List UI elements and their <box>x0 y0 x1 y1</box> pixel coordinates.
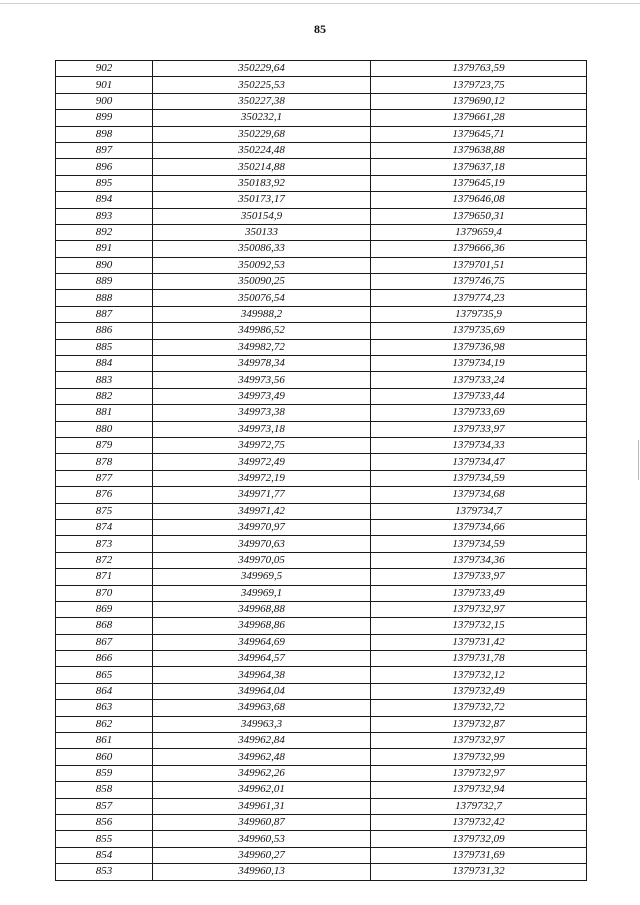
point-number-cell: 902 <box>56 61 153 77</box>
x-coordinate-cell: 350183,92 <box>153 175 371 191</box>
y-coordinate-cell: 1379735,69 <box>371 323 587 339</box>
y-coordinate-cell: 1379734,7 <box>371 503 587 519</box>
x-coordinate-cell: 350227,38 <box>153 93 371 109</box>
x-coordinate-cell: 350173,17 <box>153 192 371 208</box>
x-coordinate-cell: 349973,38 <box>153 405 371 421</box>
y-coordinate-cell: 1379732,09 <box>371 831 587 847</box>
x-coordinate-cell: 350229,64 <box>153 61 371 77</box>
y-coordinate-cell: 1379732,72 <box>371 700 587 716</box>
x-coordinate-cell: 349972,49 <box>153 454 371 470</box>
x-coordinate-cell: 350214,88 <box>153 159 371 175</box>
point-number-cell: 890 <box>56 257 153 273</box>
table-row <box>56 290 587 306</box>
y-coordinate-cell: 1379736,98 <box>371 339 587 355</box>
x-coordinate-cell: 350086,33 <box>153 241 371 257</box>
y-coordinate-cell: 1379731,42 <box>371 634 587 650</box>
point-number-cell: 897 <box>56 142 153 158</box>
x-coordinate-cell: 350092,53 <box>153 257 371 273</box>
x-coordinate-cell: 349964,04 <box>153 683 371 699</box>
point-number-cell: 893 <box>56 208 153 224</box>
x-coordinate-cell: 349970,97 <box>153 519 371 535</box>
point-number-cell: 872 <box>56 552 153 568</box>
point-number-cell: 880 <box>56 421 153 437</box>
y-coordinate-cell: 1379774,23 <box>371 290 587 306</box>
table-row <box>56 454 587 470</box>
x-coordinate-cell: 349964,57 <box>153 651 371 667</box>
y-coordinate-cell: 1379733,24 <box>371 372 587 388</box>
table-row <box>56 437 587 453</box>
x-coordinate-cell: 350224,48 <box>153 142 371 158</box>
table-row <box>56 552 587 568</box>
point-number-cell: 869 <box>56 601 153 617</box>
point-number-cell: 873 <box>56 536 153 552</box>
point-number-cell: 858 <box>56 782 153 798</box>
x-coordinate-cell: 349963,3 <box>153 716 371 732</box>
x-coordinate-cell: 350225,53 <box>153 77 371 93</box>
point-number-cell: 896 <box>56 159 153 175</box>
x-coordinate-cell: 349960,27 <box>153 847 371 863</box>
y-coordinate-cell: 1379645,19 <box>371 175 587 191</box>
x-coordinate-cell: 349986,52 <box>153 323 371 339</box>
point-number-cell: 887 <box>56 306 153 322</box>
point-number-cell: 859 <box>56 765 153 781</box>
table-row <box>56 700 587 716</box>
y-coordinate-cell: 1379734,19 <box>371 356 587 372</box>
x-coordinate-cell: 349962,84 <box>153 733 371 749</box>
y-coordinate-cell: 1379731,69 <box>371 847 587 863</box>
y-coordinate-cell: 1379732,49 <box>371 683 587 699</box>
x-coordinate-cell: 349971,77 <box>153 487 371 503</box>
y-coordinate-cell: 1379666,36 <box>371 241 587 257</box>
x-coordinate-cell: 349971,42 <box>153 503 371 519</box>
x-coordinate-cell: 349969,5 <box>153 569 371 585</box>
y-coordinate-cell: 1379763,59 <box>371 61 587 77</box>
point-number-cell: 862 <box>56 716 153 732</box>
point-number-cell: 900 <box>56 93 153 109</box>
table-row <box>56 126 587 142</box>
table-row <box>56 339 587 355</box>
x-coordinate-cell: 349978,34 <box>153 356 371 372</box>
y-coordinate-cell: 1379746,75 <box>371 274 587 290</box>
point-number-cell: 867 <box>56 634 153 650</box>
x-coordinate-cell: 349988,2 <box>153 306 371 322</box>
x-coordinate-cell: 349973,56 <box>153 372 371 388</box>
y-coordinate-cell: 1379734,36 <box>371 552 587 568</box>
table-row <box>56 388 587 404</box>
x-coordinate-cell: 350232,1 <box>153 110 371 126</box>
table-row <box>56 667 587 683</box>
x-coordinate-cell: 349960,87 <box>153 814 371 830</box>
y-coordinate-cell: 1379646,08 <box>371 192 587 208</box>
point-number-cell: 868 <box>56 618 153 634</box>
y-coordinate-cell: 1379661,28 <box>371 110 587 126</box>
y-coordinate-cell: 1379733,49 <box>371 585 587 601</box>
y-coordinate-cell: 1379732,97 <box>371 733 587 749</box>
table-row <box>56 405 587 421</box>
point-number-cell: 881 <box>56 405 153 421</box>
table-row <box>56 683 587 699</box>
table-row <box>56 159 587 175</box>
point-number-cell: 895 <box>56 175 153 191</box>
y-coordinate-cell: 1379734,66 <box>371 519 587 535</box>
table-row <box>56 61 587 77</box>
table-row <box>56 77 587 93</box>
y-coordinate-cell: 1379732,97 <box>371 601 587 617</box>
y-coordinate-cell: 1379732,7 <box>371 798 587 814</box>
point-number-cell: 860 <box>56 749 153 765</box>
y-coordinate-cell: 1379733,97 <box>371 421 587 437</box>
table-row <box>56 519 587 535</box>
table-row <box>56 306 587 322</box>
x-coordinate-cell: 349962,48 <box>153 749 371 765</box>
table-row <box>56 749 587 765</box>
table-row <box>56 192 587 208</box>
y-coordinate-cell: 1379732,99 <box>371 749 587 765</box>
x-coordinate-cell: 349968,88 <box>153 601 371 617</box>
x-coordinate-cell: 349972,75 <box>153 437 371 453</box>
y-coordinate-cell: 1379734,59 <box>371 470 587 486</box>
point-number-cell: 877 <box>56 470 153 486</box>
point-number-cell: 856 <box>56 814 153 830</box>
x-coordinate-cell: 350154,9 <box>153 208 371 224</box>
table-row <box>56 618 587 634</box>
x-coordinate-cell: 349960,13 <box>153 864 371 880</box>
page-number: 85 <box>314 22 326 36</box>
x-coordinate-cell: 349968,86 <box>153 618 371 634</box>
table-row <box>56 421 587 437</box>
top-rule <box>0 3 640 4</box>
point-number-cell: 885 <box>56 339 153 355</box>
y-coordinate-cell: 1379659,4 <box>371 224 587 240</box>
point-number-cell: 886 <box>56 323 153 339</box>
x-coordinate-cell: 349960,53 <box>153 831 371 847</box>
point-number-cell: 899 <box>56 110 153 126</box>
x-coordinate-cell: 349969,1 <box>153 585 371 601</box>
table-row <box>56 110 587 126</box>
y-coordinate-cell: 1379732,12 <box>371 667 587 683</box>
point-number-cell: 891 <box>56 241 153 257</box>
y-coordinate-cell: 1379734,59 <box>371 536 587 552</box>
table-row <box>56 847 587 863</box>
y-coordinate-cell: 1379732,87 <box>371 716 587 732</box>
table-row <box>56 257 587 273</box>
y-coordinate-cell: 1379638,88 <box>371 142 587 158</box>
table-row <box>56 601 587 617</box>
point-number-cell: 882 <box>56 388 153 404</box>
y-coordinate-cell: 1379732,97 <box>371 765 587 781</box>
table-row <box>56 503 587 519</box>
point-number-cell: 883 <box>56 372 153 388</box>
y-coordinate-cell: 1379732,42 <box>371 814 587 830</box>
point-number-cell: 866 <box>56 651 153 667</box>
point-number-cell: 884 <box>56 356 153 372</box>
y-coordinate-cell: 1379734,33 <box>371 437 587 453</box>
point-number-cell: 892 <box>56 224 153 240</box>
table-row <box>56 142 587 158</box>
x-coordinate-cell: 349963,68 <box>153 700 371 716</box>
point-number-cell: 894 <box>56 192 153 208</box>
y-coordinate-cell: 1379733,97 <box>371 569 587 585</box>
x-coordinate-cell: 350090,25 <box>153 274 371 290</box>
point-number-cell: 871 <box>56 569 153 585</box>
point-number-cell: 879 <box>56 437 153 453</box>
x-coordinate-cell: 349964,69 <box>153 634 371 650</box>
table-row <box>56 814 587 830</box>
point-number-cell: 888 <box>56 290 153 306</box>
y-coordinate-cell: 1379735,9 <box>371 306 587 322</box>
point-number-cell: 864 <box>56 683 153 699</box>
x-coordinate-cell: 349972,19 <box>153 470 371 486</box>
table-row <box>56 585 587 601</box>
x-coordinate-cell: 349962,01 <box>153 782 371 798</box>
table-row <box>56 241 587 257</box>
y-coordinate-cell: 1379733,44 <box>371 388 587 404</box>
point-number-cell: 874 <box>56 519 153 535</box>
scan-edge-mark <box>638 440 639 480</box>
table-row <box>56 716 587 732</box>
table-row <box>56 733 587 749</box>
y-coordinate-cell: 1379701,51 <box>371 257 587 273</box>
y-coordinate-cell: 1379734,68 <box>371 487 587 503</box>
x-coordinate-cell: 349982,72 <box>153 339 371 355</box>
table-row <box>56 175 587 191</box>
y-coordinate-cell: 1379637,18 <box>371 159 587 175</box>
table-row <box>56 782 587 798</box>
table-row <box>56 487 587 503</box>
point-number-cell: 854 <box>56 847 153 863</box>
table-row <box>56 323 587 339</box>
table-row <box>56 356 587 372</box>
x-coordinate-cell: 349962,26 <box>153 765 371 781</box>
point-number-cell: 878 <box>56 454 153 470</box>
table-row <box>56 470 587 486</box>
y-coordinate-cell: 1379732,15 <box>371 618 587 634</box>
x-coordinate-cell: 349970,63 <box>153 536 371 552</box>
table-row <box>56 372 587 388</box>
table-row <box>56 93 587 109</box>
table-row <box>56 765 587 781</box>
x-coordinate-cell: 349973,49 <box>153 388 371 404</box>
table-row <box>56 864 587 880</box>
point-number-cell: 861 <box>56 733 153 749</box>
y-coordinate-cell: 1379731,32 <box>371 864 587 880</box>
x-coordinate-cell: 349961,31 <box>153 798 371 814</box>
point-number-cell: 875 <box>56 503 153 519</box>
point-number-cell: 865 <box>56 667 153 683</box>
x-coordinate-cell: 350076,54 <box>153 290 371 306</box>
x-coordinate-cell: 349973,18 <box>153 421 371 437</box>
y-coordinate-cell: 1379733,69 <box>371 405 587 421</box>
point-number-cell: 870 <box>56 585 153 601</box>
y-coordinate-cell: 1379734,47 <box>371 454 587 470</box>
table-row <box>56 274 587 290</box>
y-coordinate-cell: 1379732,94 <box>371 782 587 798</box>
table-row <box>56 831 587 847</box>
coordinates-table <box>55 60 587 881</box>
x-coordinate-cell: 349970,05 <box>153 552 371 568</box>
x-coordinate-cell: 350133 <box>153 224 371 240</box>
table-row <box>56 798 587 814</box>
point-number-cell: 889 <box>56 274 153 290</box>
table-row <box>56 208 587 224</box>
table-row <box>56 224 587 240</box>
table-row <box>56 634 587 650</box>
table-row <box>56 536 587 552</box>
x-coordinate-cell: 349964,38 <box>153 667 371 683</box>
x-coordinate-cell: 350229,68 <box>153 126 371 142</box>
point-number-cell: 898 <box>56 126 153 142</box>
table-row <box>56 651 587 667</box>
point-number-cell: 855 <box>56 831 153 847</box>
point-number-cell: 876 <box>56 487 153 503</box>
y-coordinate-cell: 1379645,71 <box>371 126 587 142</box>
y-coordinate-cell: 1379723,75 <box>371 77 587 93</box>
coordinates-table-body <box>56 61 587 881</box>
y-coordinate-cell: 1379690,12 <box>371 93 587 109</box>
point-number-cell: 857 <box>56 798 153 814</box>
y-coordinate-cell: 1379650,31 <box>371 208 587 224</box>
point-number-cell: 853 <box>56 864 153 880</box>
point-number-cell: 863 <box>56 700 153 716</box>
table-row <box>56 569 587 585</box>
point-number-cell: 901 <box>56 77 153 93</box>
y-coordinate-cell: 1379731,78 <box>371 651 587 667</box>
